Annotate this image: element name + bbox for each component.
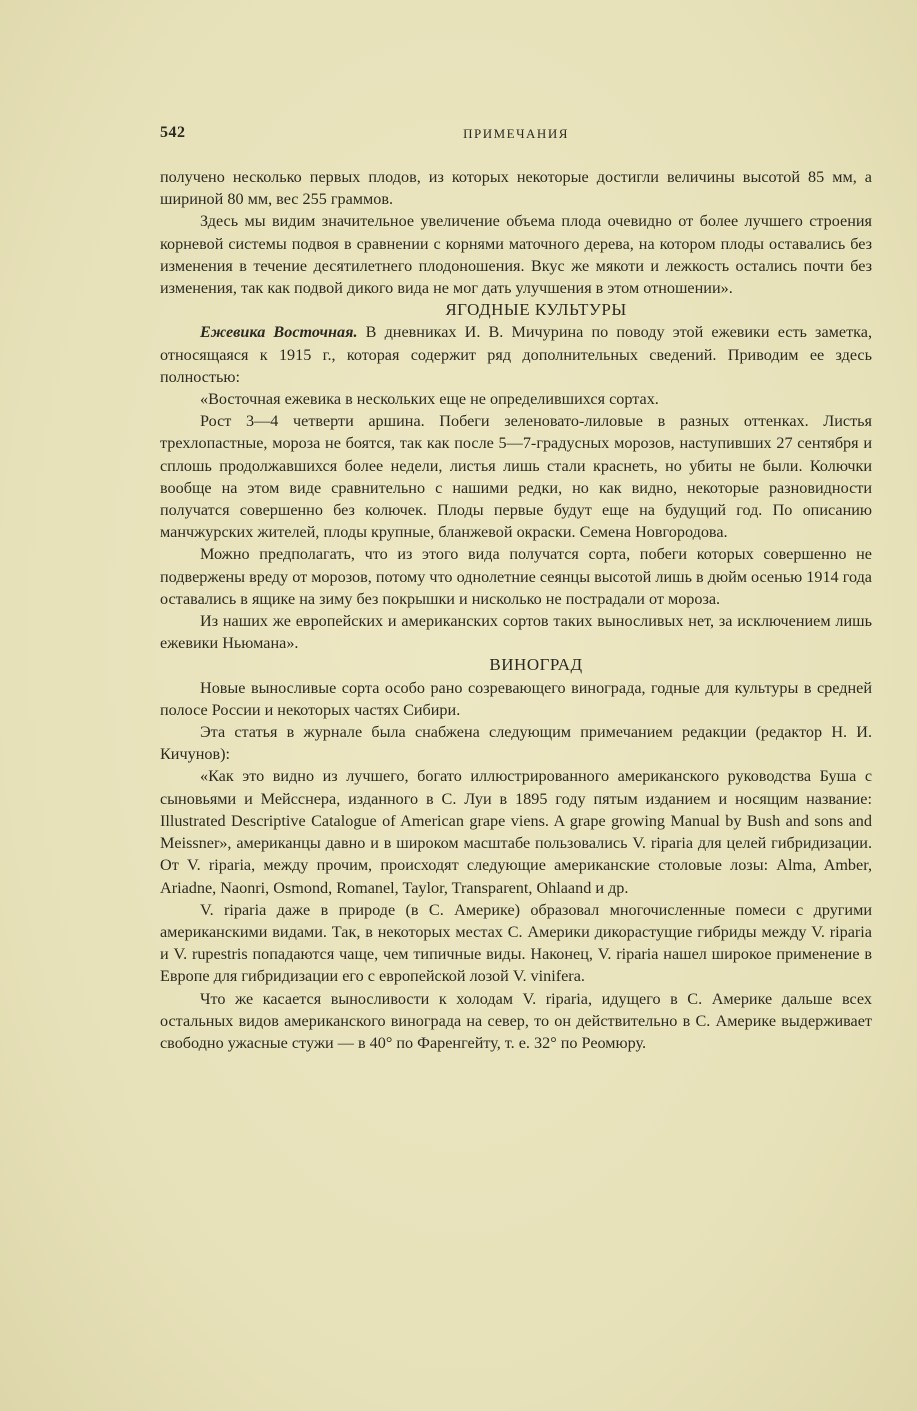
paragraph: Из наших же европейских и американских сортов таких выносливых нет, за исключением лишь ежевики Ньюмана».	[160, 612, 872, 653]
paragraph: V. riparia даже в природе (в С. Америке) образовал многочисленные помеси с другими американскими видами. Так, в некоторых местах С. Америки дикорастущие гибриды между V. riparia и V. rupestris попадаются чаще, чем типичные виды. Наконец, V. riparia нашел широкое применение в Европе для гибридизации его с европейской лозой V. vinifera.	[160, 900, 872, 986]
paragraph: «Как это видно из лучшего, богато иллюстрированного американского руководства Буша с сыновьями и Мейсснера, изданного в С. Луи в 1895 году пятым изданием и носящим название: Illustrated Descriptive Catalogue of American grape viens. A grape growing Manual by Bush and sons and Meissner», американцы давно и в широком масштабе пользовались V. riparia для целей гибридизации. От V. riparia, между прочим, происходят следующие американские столовые лозы: Alma, Amber, Ariadne, Naonri, Osmond, Romanel, Taylor, Transparent, Ohlaand и др.	[160, 767, 872, 897]
paragraph: Рост 3—4 четверти аршина. Побеги зеленовато-лиловые в разных оттенках. Листья трехлопастные, мороза не боятся, так как после 5—7-градусных морозов, наступивших 27 сентября и сплошь продолжавшихся более недели, листья лишь стали краснеть, но убиты не были. Колючки вообще на этом виде сравнительно с нашими редки, но как видно, некоторые разновидности получатся совершенно без колючек. Плоды первые будут еще на будущий год. По описанию манчжурских жителей, плоды крупные, бланжевой окраски. Семена Новгородова.	[160, 412, 872, 542]
paragraph: Что же касается выносливости к холодам V. riparia, идущего в С. Америке дальше всех остальных видов американского винограда на север, то он действительно в С. Америке выдерживает свободно ужасные стужи — в 40° по Фаренгейту, т. е. 32° по Реомюру.	[160, 989, 872, 1052]
lead-term: Ежевика Восточная.	[200, 323, 358, 342]
paragraph: Можно предполагать, что из этого вида получатся сорта, побеги которых совершенно не подвержены вреду от морозов, потому что однолетние сеянцы высотой лишь в дюйм осенью 1914 года оставались в ящике на зиму без покрышки и нисколько не пострадали от мороза.	[160, 545, 872, 608]
paragraph: получено несколько первых плодов, из которых некоторые достигли величины высотой 85 мм, а шириной 80 мм, вес 255 граммов.	[160, 168, 872, 209]
paragraph: Здесь мы видим значительное увеличение объема плода очевидно от более лучшего строения корневой системы подвоя в сравнении с корнями маточного дерева, на котором плоды оставались без изменения в течение десятилетнего плодоношения. Вкус же мякоти и лежкость остались почти без изменения, так как подвой дикого вида не мог дать улучшения в этом отношении».	[160, 212, 872, 298]
page-header	[160, 124, 872, 146]
body-text	[160, 166, 872, 1054]
running-title: ПРИМЕЧАНИЯ	[463, 126, 569, 141]
paragraph: Новые выносливые сорта особо рано созревающего винограда, годные для культуры в средней полосе России и некоторых частях Сибири.	[160, 678, 872, 719]
page-number: 542	[160, 124, 186, 141]
paragraph-blackberry-intro	[160, 321, 872, 388]
paragraph: Эта статья в журнале была снабжена следующим примечанием редакции (редактор Н. И. Кичунов):	[160, 723, 872, 764]
paragraph: «Восточная ежевика в нескольких еще не определившихся сортах.	[200, 390, 659, 409]
section-title-grapes: ВИНОГРАД	[489, 655, 583, 675]
paragraph-text: В дневниках И. В. Мичурина по поводу этой ежевики есть заметка, относящаяся к 1915 г., которая содержит ряд дополнительных сведений. Приводим ее здесь полностью:	[160, 323, 872, 386]
section-title-berries: ЯГОДНЫЕ КУЛЬТУРЫ	[445, 300, 627, 320]
